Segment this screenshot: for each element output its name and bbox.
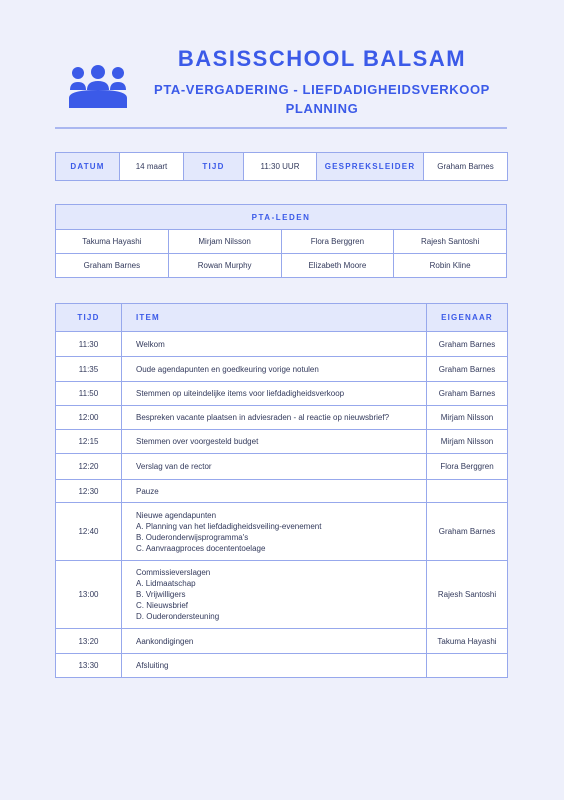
agenda-time: 11:35 bbox=[56, 357, 122, 382]
members-table bbox=[55, 204, 507, 278]
agenda-owner: Graham Barnes bbox=[427, 503, 508, 561]
member-name: Mirjam Nilsson bbox=[168, 230, 281, 254]
member-name: Rajesh Santoshi bbox=[394, 230, 507, 254]
agenda-item: Afsluiting bbox=[122, 654, 427, 678]
agenda-item: Welkom bbox=[122, 332, 427, 357]
agenda-owner bbox=[427, 480, 508, 503]
meeting-info-table bbox=[55, 152, 508, 181]
agenda-item bbox=[122, 561, 427, 629]
table-row bbox=[56, 480, 508, 503]
agenda-header-owner: EIGENAAR bbox=[427, 304, 508, 332]
document-subtitle-line2: PLANNING bbox=[285, 101, 359, 116]
agenda-owner: Flora Berggren bbox=[427, 454, 508, 480]
date-label: DATUM bbox=[56, 153, 120, 181]
agenda-time: 12:15 bbox=[56, 430, 122, 454]
agenda-time: 12:00 bbox=[56, 406, 122, 430]
agenda-header-item: ITEM bbox=[122, 304, 427, 332]
agenda-header-time: TIJD bbox=[56, 304, 122, 332]
table-row bbox=[56, 357, 508, 382]
agenda-time: 13:30 bbox=[56, 654, 122, 678]
agenda-owner: Mirjam Nilsson bbox=[427, 406, 508, 430]
agenda-subitem: A. Planning van het liefdadigheidsveiling-evenement bbox=[136, 521, 322, 531]
agenda-item bbox=[122, 503, 427, 561]
agenda-item: Aankondigingen bbox=[122, 629, 427, 654]
agenda-item-title: Commissieverslagen bbox=[136, 568, 211, 577]
table-row bbox=[56, 430, 508, 454]
time-label: TIJD bbox=[184, 153, 244, 181]
agenda-subitem: A. Lidmaatschap bbox=[136, 579, 196, 588]
agenda-owner: Mirjam Nilsson bbox=[427, 430, 508, 454]
agenda-time: 11:50 bbox=[56, 382, 122, 406]
table-row bbox=[56, 561, 508, 629]
agenda-subitem: C. Aanvraagproces docententoelage bbox=[136, 543, 266, 553]
leader-value: Graham Barnes bbox=[424, 153, 508, 181]
agenda-time: 13:00 bbox=[56, 561, 122, 629]
agenda-time: 13:20 bbox=[56, 629, 122, 654]
table-row bbox=[56, 654, 508, 678]
agenda-subitem: B. Vrijwilligers bbox=[136, 590, 186, 599]
agenda-owner: Graham Barnes bbox=[427, 382, 508, 406]
agenda-owner: Rajesh Santoshi bbox=[427, 561, 508, 629]
member-name: Robin Kline bbox=[394, 254, 507, 278]
document-header bbox=[0, 0, 564, 130]
agenda-time: 12:20 bbox=[56, 454, 122, 480]
agenda-item: Stemmen op uiteindelijke items voor liefdadigheidsverkoop bbox=[122, 382, 427, 406]
member-name: Takuma Hayashi bbox=[56, 230, 169, 254]
agenda-subitem: D. Ouderondersteuning bbox=[136, 612, 220, 621]
agenda-item: Bespreken vacante plaatsen in adviesraden - al reactie op nieuwsbrief? bbox=[122, 406, 427, 430]
agenda-item-title: Nieuwe agendapunten bbox=[136, 510, 217, 520]
agenda-time: 11:30 bbox=[56, 332, 122, 357]
agenda-owner: Takuma Hayashi bbox=[427, 629, 508, 654]
school-name: BASISSCHOOL BALSAM bbox=[177, 46, 467, 71]
table-row bbox=[56, 503, 508, 561]
document-subtitle: PTA-VERGADERING - LIEFDADIGHEIDSVERKOOP bbox=[154, 82, 490, 97]
agenda-time: 12:30 bbox=[56, 480, 122, 503]
agenda-owner: Graham Barnes bbox=[427, 357, 508, 382]
agenda-item: Pauze bbox=[122, 480, 427, 503]
agenda-owner bbox=[427, 654, 508, 678]
agenda-item: Stemmen over voorgesteld budget bbox=[122, 430, 427, 454]
member-name: Rowan Murphy bbox=[168, 254, 281, 278]
leader-label: GESPREKSLEIDER bbox=[317, 153, 424, 181]
agenda-item: Verslag van de rector bbox=[122, 454, 427, 480]
agenda-owner: Graham Barnes bbox=[427, 332, 508, 357]
table-row bbox=[56, 382, 508, 406]
members-title: PTA-LEDEN bbox=[56, 205, 507, 230]
agenda-table bbox=[55, 303, 508, 678]
member-name: Elizabeth Moore bbox=[281, 254, 394, 278]
agenda-subitem: B. Ouderonderwijsprogramma's bbox=[136, 532, 249, 542]
people-group-icon bbox=[68, 64, 128, 108]
time-value: 11:30 UUR bbox=[244, 153, 317, 181]
table-row bbox=[56, 406, 508, 430]
table-row bbox=[56, 629, 508, 654]
agenda-time: 12:40 bbox=[56, 503, 122, 561]
agenda-subitem: C. Nieuwsbrief bbox=[136, 601, 189, 610]
date-value: 14 maart bbox=[120, 153, 184, 181]
table-row bbox=[56, 454, 508, 480]
header-divider bbox=[55, 127, 507, 129]
table-row bbox=[56, 332, 508, 357]
member-name: Flora Berggren bbox=[281, 230, 394, 254]
member-name: Graham Barnes bbox=[56, 254, 169, 278]
agenda-item: Oude agendapunten en goedkeuring vorige notulen bbox=[122, 357, 427, 382]
